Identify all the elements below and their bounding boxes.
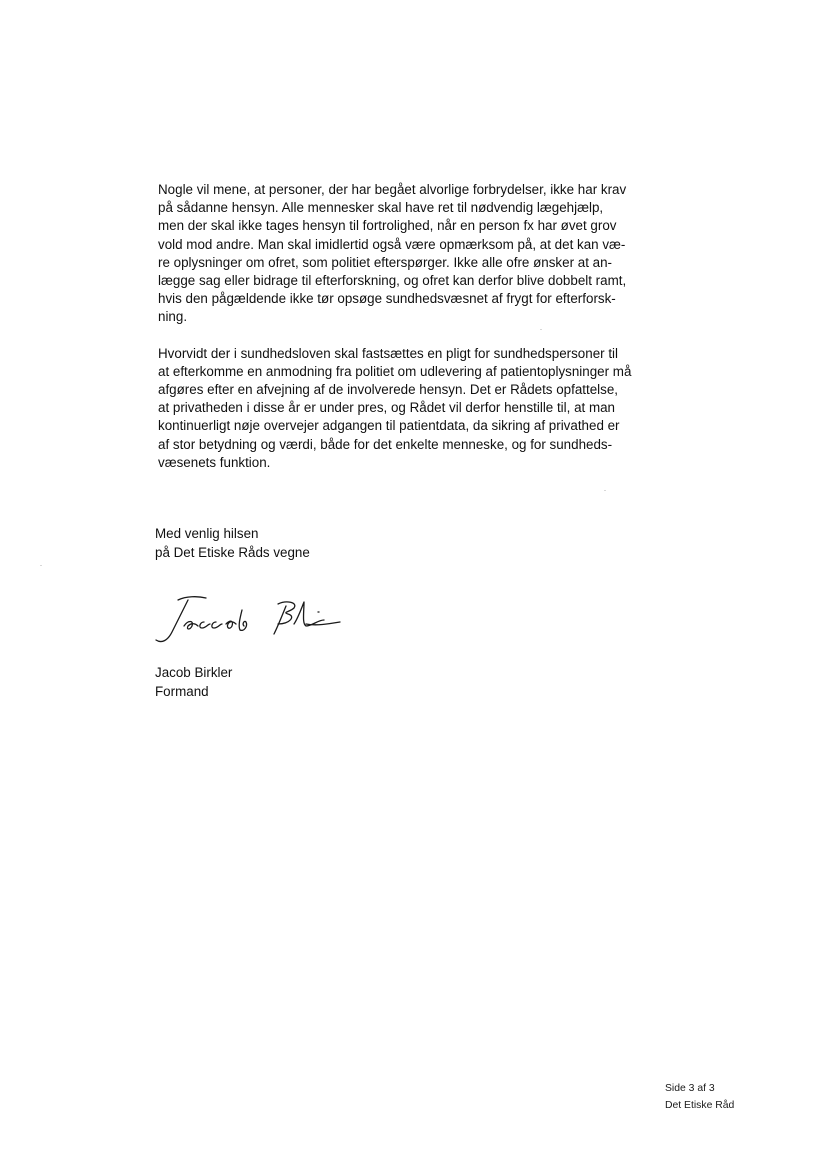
scan-speck [540, 329, 542, 330]
letter-body [158, 181, 656, 472]
paragraph-line: ning. [158, 309, 188, 325]
paragraph-line: Hvorvidt der i sundhedsloven skal fastsættes en pligt for sundhedspersoner til [158, 345, 618, 361]
closing-on-behalf: på Det Etiske Råds vegne [155, 544, 310, 560]
paragraph-line: men der skal ikke tages hensyn til fortrolighed, når en person fx har øvet grov [158, 218, 617, 234]
handwritten-signature [148, 590, 348, 650]
paragraph-line: re oplysninger om ofret, som politiet efterspørger. Ikke alle ofre ønsker at an- [158, 254, 612, 270]
signer-name: Jacob Birkler [155, 665, 233, 680]
paragraph-2 [158, 345, 656, 472]
paragraph-line: afgøres efter en afvejning af de involverede hensyn. Det er Rådets opfattelse, [158, 382, 619, 398]
paragraph-line: at privatheden i disse år er under pres, og Rådet vil derfor henstille til, at man [158, 400, 616, 416]
paragraph-line: Nogle vil mene, at personer, der har begået alvorlige forbrydelser, ikke har krav [158, 182, 627, 197]
paragraph-line: af stor betydning og værdi, både for det enkelte menneske, og for sundheds- [158, 436, 613, 452]
paragraph-1 [158, 181, 656, 327]
paragraph-line: at efterkomme en anmodning fra politiet om udlevering af patientoplysninger må [158, 363, 632, 379]
page-number: Side 3 af 3 [665, 1083, 715, 1094]
scan-speck [40, 565, 42, 566]
paragraph-line: lægge sag eller bidrage til efterforskning, og ofret kan derfor blive dobbelt ramt, [158, 273, 627, 289]
paragraph-line: hvis den pågældende ikke tør opsøge sundhedsvæsnet af frygt for efterforsk- [158, 291, 616, 307]
closing [155, 525, 310, 562]
signer-title: Formand [155, 683, 209, 699]
footer-organization: Det Etiske Råd [665, 1100, 735, 1111]
closing-greeting: Med venlig hilsen [155, 526, 259, 541]
signer-block [155, 664, 232, 701]
paragraph-line: vold mod andre. Man skal imidlertid også være opmærksom på, at det kan væ- [158, 236, 626, 252]
paragraph-line: på sådanne hensyn. Alle mennesker skal have ret til nødvendig lægehjælp, [158, 200, 604, 216]
paragraph-line: væsenets funktion. [158, 454, 271, 470]
scan-speck [604, 490, 606, 491]
paragraph-line: kontinuerligt nøje overvejer adgangen til patientdata, da sikring af privathed er [158, 418, 620, 434]
page-footer [665, 1080, 734, 1114]
